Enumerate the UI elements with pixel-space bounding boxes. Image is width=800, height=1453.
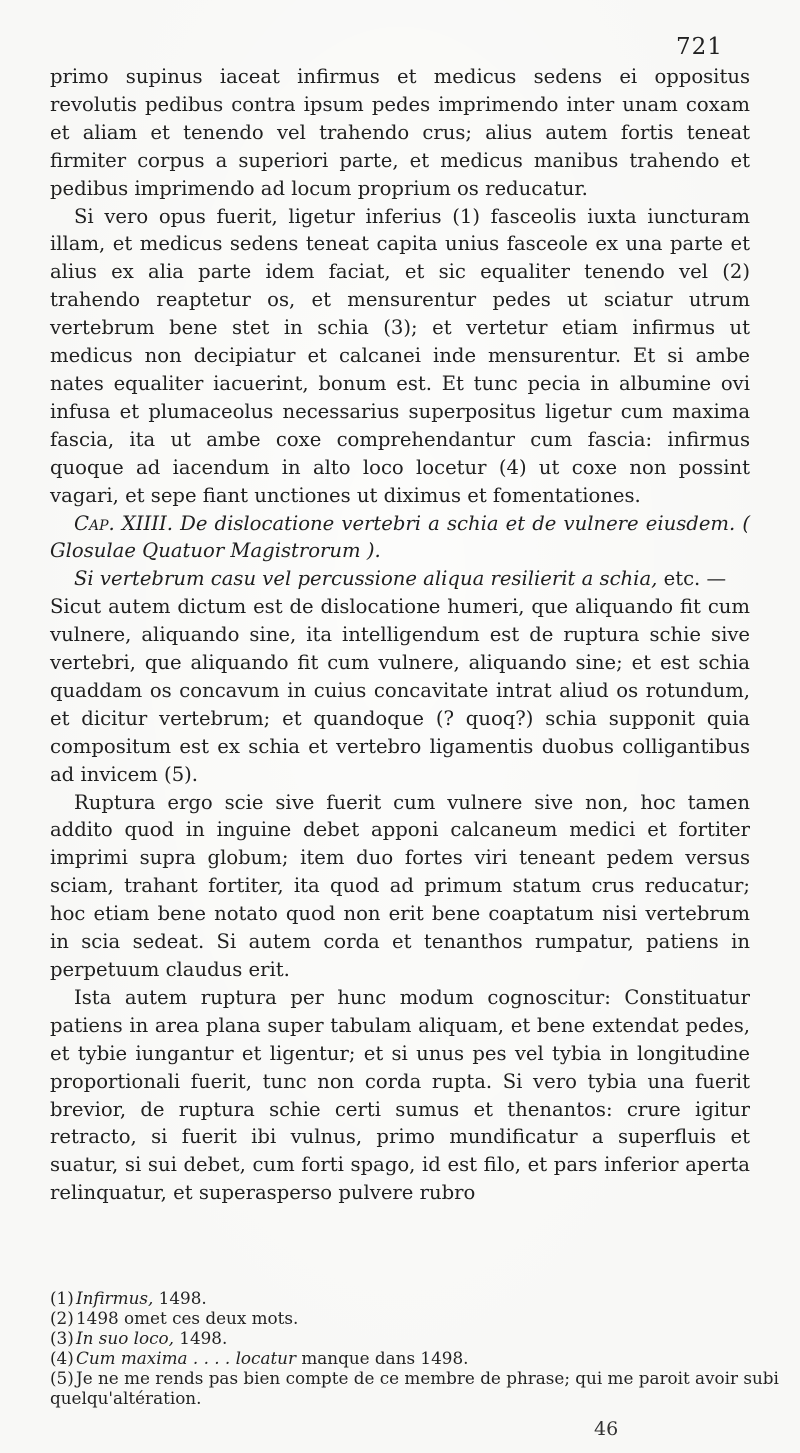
footnote-number: (1) <box>50 1288 74 1308</box>
paragraph-sicut: Sicut autem dictum est de dislocatione humeri, que aliquando fit cum vulnere, aliquando sine, ita intelligendum est de ruptura schie sive vertebri, que aliquando fit cum vulnere, aliquando sine; et est schia quaddam os concavum in cuius concavitate intrat aliud os rotundum, et dicitur vertebrum; et quandoque (? quoq?) schia supponit quia compositum est ex schia et vertebro ligamentis duobus colligantibus ad invicem (5). <box>50 595 750 786</box>
chapter-title: De dislocatione vertebri a schia et de vulnere eiusdem. ( Glosulae Quatuor Magistrorum ). <box>50 511 750 563</box>
chapter-number: Cap. XIIII. <box>74 511 173 535</box>
lemma-text: Si vertebrum casu vel percussione aliqua resilierit a schia, <box>74 567 658 591</box>
signature-mark: 46 <box>594 1418 619 1440</box>
footnote-2 <box>50 1308 790 1328</box>
footnote-5 <box>50 1368 790 1408</box>
footnote-3 <box>50 1328 790 1348</box>
chapter-heading <box>50 510 750 566</box>
footnote-1 <box>50 1288 790 1308</box>
page-number: 721 <box>676 34 723 60</box>
footnote-text: manque dans 1498. <box>296 1348 469 1368</box>
main-text <box>50 63 750 1207</box>
footnotes <box>50 1288 790 1408</box>
footnote-italic: In suo loco, <box>76 1328 174 1348</box>
paragraph-ista: Ista autem ruptura per hunc modum cognoscitur: Constituatur patiens in area plana super tabulam aliquam, et bene extendat pedes, et tybie iungantur et ligentur; et si unus pes vel tybia in longitudine proportionali fuerit, tunc non corda rupta. Si vero tybia una fuerit brevior, de ruptura schie certi sumus et thenantos: crure igitur retracto, si fuerit ibi vulnus, primo mundificatur a superfluis et suatur, si sui debet, cum forti spago, id est filo, et pars inferior aperta relinquatur, et superasperso pulvere rubro <box>50 985 750 1205</box>
footnote-text: 1498. <box>153 1288 207 1308</box>
paragraph-ligature: Si vero opus fuerit, ligetur inferius (1) fasceolis iuxta iuncturam illam, et medicus sedens teneat capita unius fasceole ex una parte et alius ex alia parte idem faciat, et sic equaliter tenendo vel (2) trahendo reaptetur os, et mensurentur pedes ut sciatur utrum vertebrum bene stet in schia (3); et vertetur etiam infirmus ut medicus non decipiatur et calcanei inde mensurentur. Et si ambe nates equaliter iacuerint, bonum est. Et tunc pecia in albumine ovi infusa et plumaceolus necessarius superpositus ligetur cum maxima fascia, ita ut ambe coxe comprehendantur cum fascia: infirmus quoque ad iacendum in alto loco locetur (4) ut coxe non possint vagari, et sepe fiant unctiones ut diximus et fomentationes. <box>50 204 750 507</box>
footnote-number: (4) <box>50 1348 74 1368</box>
paragraph-ruptura: Ruptura ergo scie sive fuerit cum vulnere sive non, hoc tamen addito quod in inguine debet apponi calcaneum medici et fortiter imprimi supra globum; item duo fortes viri teneant pedem versus sciam, trahant fortiter, ita quod ad primum statum crus reducatur; hoc etiam bene notato quod non erit bene coaptatum nisi vertebrum in scia sedeat. Si autem corda et tenanthos rumpatur, patiens in perpetuum claudus erit. <box>50 790 750 981</box>
footnote-italic: Infirmus, <box>76 1288 154 1308</box>
footnote-number: (2) <box>50 1308 74 1328</box>
lemma-line <box>50 565 750 593</box>
footnote-italic: Cum maxima . . . . locatur <box>76 1348 297 1368</box>
paragraph-continuation: primo supinus iaceat infirmus et medicus sedens ei oppositus revolutis pedibus contra ipsum pedes imprimendo inter unam coxam et aliam et tenendo vel trahendo crus; alius autem fortis teneat firmiter corpus a superiori parte, et medicus manibus trahendo et pedibus imprimendo ad locum proprium os reducatur. <box>50 65 750 200</box>
footnote-4 <box>50 1348 790 1368</box>
footnote-number: (5) <box>50 1368 74 1388</box>
lemma-suffix: etc. — <box>663 567 727 591</box>
footnote-text: 1498. <box>173 1328 228 1348</box>
footnote-text: 1498 omet ces deux mots. <box>76 1308 299 1328</box>
footnote-number: (3) <box>50 1328 74 1348</box>
footnote-text: Je ne me rends pas bien compte de ce membre de phrase; qui me paroit avoir subi quelqu'altération. <box>50 1368 779 1408</box>
